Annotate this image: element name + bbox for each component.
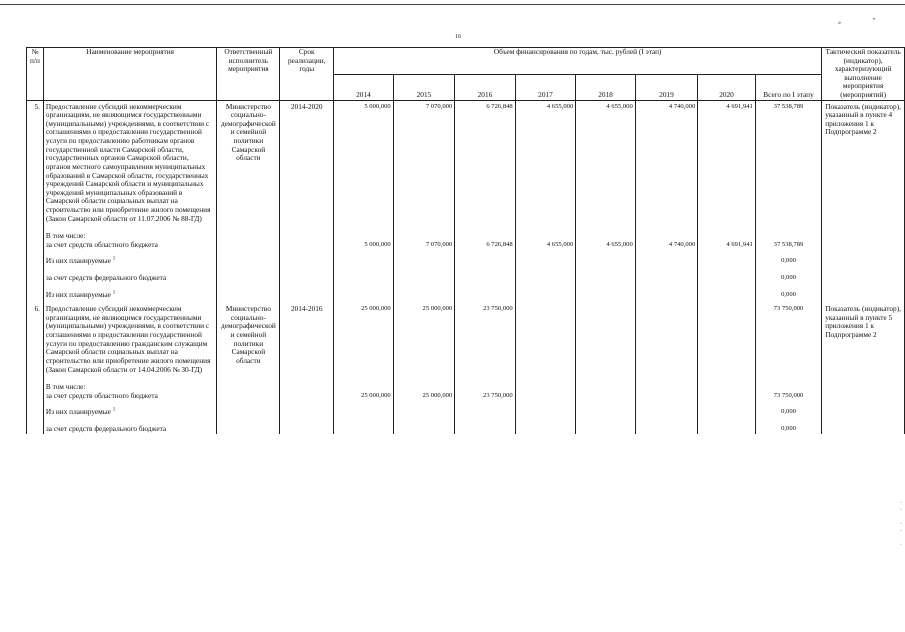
- amount-cell: [698, 266, 756, 283]
- empty-cell: [217, 241, 280, 250]
- implementation-term: 2014-2016: [280, 299, 334, 374]
- amount-cell: 23 750,000: [455, 392, 516, 401]
- amount-cell: [515, 374, 576, 392]
- empty-cell: [217, 249, 280, 266]
- empty-cell: [822, 266, 905, 283]
- total-cell: 73 750,000: [755, 392, 821, 401]
- amount-cell: [576, 266, 636, 283]
- total-cell: 0,000: [755, 417, 821, 434]
- funding-source-label: [43, 266, 216, 283]
- empty-cell: [217, 266, 280, 283]
- amount-cell: 4 740,000: [635, 100, 697, 223]
- empty-cell: [822, 223, 905, 241]
- amount-cell: [635, 417, 697, 434]
- amount-cell: 6 726,848: [455, 241, 516, 250]
- page-top-border: [0, 4, 905, 5]
- header-year-2015: 2015: [393, 74, 455, 100]
- amount-cell: [515, 249, 576, 266]
- table-subrow: [27, 249, 905, 266]
- table-subrow: [27, 400, 905, 417]
- funding-source-label: [43, 223, 216, 241]
- table-subrow: [27, 266, 905, 283]
- amount-cell: [455, 400, 516, 417]
- funding-source-label: [43, 241, 216, 250]
- amount-cell: [515, 299, 576, 374]
- implementation-term: 2014-2020: [280, 100, 334, 223]
- header-num: № п/п: [27, 48, 44, 101]
- amount-cell: [576, 392, 636, 401]
- amount-cell: [576, 400, 636, 417]
- table-subrow: [27, 223, 905, 241]
- table-subrow: [27, 417, 905, 434]
- funding-source-label: [43, 374, 216, 392]
- header-year-2019: 2019: [635, 74, 697, 100]
- amount-cell: [635, 283, 697, 300]
- empty-cell: [217, 417, 280, 434]
- header-year-2017: 2017: [515, 74, 576, 100]
- empty-cell: [280, 266, 334, 283]
- footnote-mark: 1: [112, 290, 116, 296]
- indicator-cell: Показатель (индикатор), указанный в пункте 5 приложения 1 к Подпрограмме 2: [822, 299, 905, 374]
- amount-cell: 25 000,000: [393, 392, 455, 401]
- empty-cell: [217, 283, 280, 300]
- amount-cell: [698, 249, 756, 266]
- amount-cell: 5 000,000: [334, 100, 394, 223]
- funding-source-label: [43, 417, 216, 434]
- total-cell: 0,000: [755, 400, 821, 417]
- amount-cell: [334, 249, 394, 266]
- amount-cell: [698, 299, 756, 374]
- empty-cell: [280, 392, 334, 401]
- amount-cell: [698, 374, 756, 392]
- header-term: Срок реализации, годы: [280, 48, 334, 101]
- amount-cell: 4 691,941: [698, 100, 756, 223]
- total-cell: 73 750,000: [755, 299, 821, 374]
- responsible-executor: Министерство социально-демографической и семейной политики Самарской области: [217, 100, 280, 223]
- empty-cell: [822, 283, 905, 300]
- empty-cell: [822, 374, 905, 392]
- table-subrow: [27, 374, 905, 392]
- header-year-2016: 2016: [455, 74, 516, 100]
- amount-cell: 25 000,000: [334, 392, 394, 401]
- amount-cell: 4 655,000: [515, 100, 576, 223]
- responsible-executor: Министерство социально-демографической и семейной политики Самарской области: [217, 299, 280, 374]
- amount-cell: [635, 299, 697, 374]
- funding-source-label: [43, 400, 216, 417]
- table-row: [27, 100, 905, 223]
- header-indicator: Тактический показатель (индикатор), характеризующий выполнение мероприятия (мероприятий): [822, 48, 905, 101]
- amount-cell: [393, 266, 455, 283]
- empty-cell: [822, 241, 905, 250]
- amount-cell: [515, 266, 576, 283]
- empty-cell: [27, 249, 44, 266]
- amount-cell: 7 070,000: [393, 241, 455, 250]
- amount-cell: [393, 400, 455, 417]
- funding-source-text: Из них планируемые: [45, 407, 111, 417]
- empty-cell: [280, 400, 334, 417]
- amount-cell: [635, 400, 697, 417]
- amount-cell: [393, 249, 455, 266]
- amount-cell: [455, 417, 516, 434]
- amount-cell: [698, 223, 756, 241]
- amount-cell: [576, 299, 636, 374]
- row-number: 5.: [27, 100, 44, 223]
- amount-cell: 25 000,000: [393, 299, 455, 374]
- amount-cell: [515, 392, 576, 401]
- amount-cell: [334, 400, 394, 417]
- amount-cell: [635, 223, 697, 241]
- empty-cell: [27, 392, 44, 401]
- funding-source-label: [43, 249, 216, 266]
- amount-cell: [635, 392, 697, 401]
- row-number: 6.: [27, 299, 44, 374]
- total-cell: [755, 223, 821, 241]
- funding-source-text: В том числе:: [45, 231, 86, 241]
- empty-cell: [280, 374, 334, 392]
- empty-cell: [280, 241, 334, 250]
- empty-cell: [822, 392, 905, 401]
- amount-cell: [334, 266, 394, 283]
- total-cell: 0,000: [755, 266, 821, 283]
- funding-source-text: за счет средств федерального бюджета: [45, 273, 167, 283]
- empty-cell: [27, 241, 44, 250]
- amount-cell: [334, 374, 394, 392]
- activity-name: Предоставление субсидий некоммерческим организациям, не являющимся государственными (муниципальными) учреждениями, в соответствии с соглашениями о предоставлении государственной услуги по предоставлению гражданским служащим Самарской области социальных выплат на строительство или приобретение жилого помещения (Закон Самарской области от 14.04.2006 № 30-ГД): [43, 299, 216, 374]
- amount-cell: [455, 266, 516, 283]
- empty-cell: [822, 417, 905, 434]
- empty-cell: [217, 392, 280, 401]
- amount-cell: [576, 283, 636, 300]
- table-subrow: [27, 241, 905, 250]
- empty-cell: [217, 400, 280, 417]
- funding-source-text: за счет средств областного бюджета: [45, 390, 158, 400]
- header-resp: Ответственный исполнитель мероприятия: [217, 48, 280, 101]
- amount-cell: [455, 283, 516, 300]
- empty-cell: [217, 374, 280, 392]
- empty-cell: [27, 283, 44, 300]
- empty-cell: [280, 417, 334, 434]
- amount-cell: [698, 400, 756, 417]
- corner-mark: »: [838, 20, 841, 26]
- funding-source-text: Из них планируемые: [45, 289, 111, 299]
- header-name: Наименование мероприятия: [43, 48, 216, 101]
- amount-cell: [698, 417, 756, 434]
- amount-cell: [576, 374, 636, 392]
- amount-cell: 25 000,000: [334, 299, 394, 374]
- corner-mark: •: [873, 17, 876, 23]
- funding-source-label: [43, 392, 216, 401]
- amount-cell: [515, 223, 576, 241]
- amount-cell: [515, 417, 576, 434]
- table-row: [27, 299, 905, 374]
- page-number: 16: [455, 34, 461, 40]
- amount-cell: [576, 249, 636, 266]
- amount-cell: [455, 249, 516, 266]
- empty-cell: [217, 223, 280, 241]
- header-year-2014: 2014: [334, 74, 394, 100]
- amount-cell: 4 655,000: [576, 100, 636, 223]
- amount-cell: [635, 249, 697, 266]
- amount-cell: 23 750,000: [455, 299, 516, 374]
- amount-cell: [393, 417, 455, 434]
- amount-cell: 4 655,000: [576, 241, 636, 250]
- footnote-mark: 1: [112, 256, 116, 262]
- empty-cell: [280, 223, 334, 241]
- total-cell: 37 538,789: [755, 241, 821, 250]
- total-cell: 0,000: [755, 249, 821, 266]
- amount-cell: [698, 283, 756, 300]
- funding-source-text: за счет средств федерального бюджета: [45, 423, 167, 433]
- indicator-cell: Показатель (индикатор), указанный в пункте 4 приложения 1 к Подпрограмме 2: [822, 100, 905, 223]
- funding-source-label: [43, 283, 216, 300]
- amount-cell: [635, 374, 697, 392]
- funding-source-text: В том числе:: [45, 382, 86, 392]
- amount-cell: [576, 223, 636, 241]
- empty-cell: [822, 249, 905, 266]
- activity-name: Предоставление субсидий некоммерческим организациям, не являющимся государственными (муниципальными) учреждениями, в соответствии с соглашениями о предоставлении государственной услуги по предоставлению работникам органов государственной власти Самарской области, государственных органов Самарской области, органов местного самоуправления муниципальных образований в Самарской области, государственных учреждений Самарской области и муниципальных учреждений муниципальных образований в Самарской области социальных выплат на строительство или приобретение жилого помещения (Закон Самарской области от 11.07.2006 № 88-ГД): [43, 100, 216, 223]
- amount-cell: [393, 283, 455, 300]
- amount-cell: 4 691,941: [698, 241, 756, 250]
- amount-cell: [515, 400, 576, 417]
- empty-cell: [280, 283, 334, 300]
- amount-cell: [455, 374, 516, 392]
- header-year-2018: 2018: [576, 74, 636, 100]
- empty-cell: [27, 374, 44, 392]
- empty-cell: [27, 223, 44, 241]
- amount-cell: [635, 266, 697, 283]
- table-subrow: [27, 283, 905, 300]
- footnote-mark: 1: [112, 407, 116, 413]
- header-year-2020: 2020: [698, 74, 756, 100]
- total-cell: 37 538,789: [755, 100, 821, 223]
- amount-cell: [455, 223, 516, 241]
- amount-cell: 4 655,000: [515, 241, 576, 250]
- scan-artifact: · · · · ·: [900, 500, 902, 548]
- amount-cell: 6 726,848: [455, 100, 516, 223]
- empty-cell: [27, 417, 44, 434]
- header-finance: Объем финансирования по годам, тыс. рублей (I этап): [334, 48, 822, 75]
- funding-source-text: за счет средств областного бюджета: [45, 239, 158, 249]
- amount-cell: [515, 283, 576, 300]
- table-subrow: [27, 392, 905, 401]
- total-cell: 0,000: [755, 283, 821, 300]
- empty-cell: [822, 400, 905, 417]
- amount-cell: 4 740,000: [635, 241, 697, 250]
- empty-cell: [27, 400, 44, 417]
- amount-cell: [334, 223, 394, 241]
- amount-cell: 5 000,000: [334, 241, 394, 250]
- funding-source-text: Из них планируемые: [45, 256, 111, 266]
- amount-cell: 7 070,000: [393, 100, 455, 223]
- amount-cell: [576, 417, 636, 434]
- amount-cell: [393, 223, 455, 241]
- amount-cell: [698, 392, 756, 401]
- total-cell: [755, 374, 821, 392]
- amount-cell: [393, 374, 455, 392]
- amount-cell: [334, 417, 394, 434]
- empty-cell: [280, 249, 334, 266]
- header-total: Всего по I этапу: [755, 74, 821, 100]
- funding-table: [26, 47, 905, 434]
- empty-cell: [27, 266, 44, 283]
- amount-cell: [334, 283, 394, 300]
